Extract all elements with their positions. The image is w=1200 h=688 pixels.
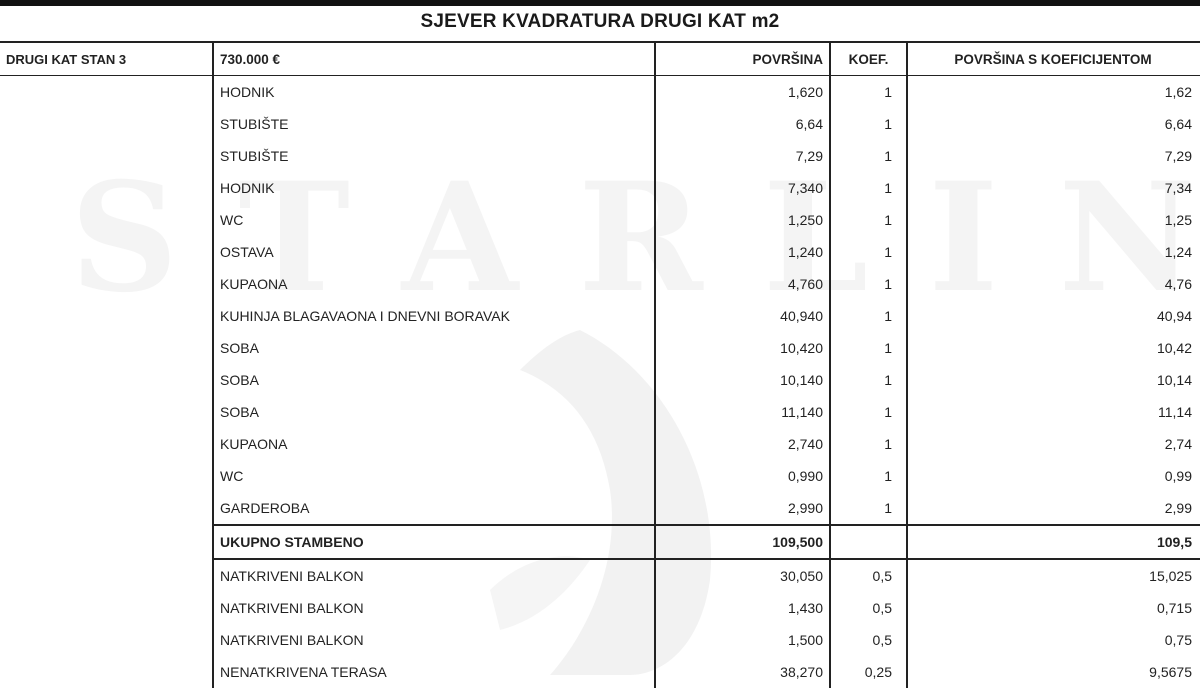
coef-cell: 1 bbox=[830, 364, 907, 396]
empty-cell bbox=[0, 592, 213, 624]
area-cell: 6,64 bbox=[655, 108, 830, 140]
area-coef-cell: 10,42 bbox=[1156, 340, 1192, 356]
coef-column-header: KOEF. bbox=[830, 42, 907, 76]
table-row bbox=[0, 364, 1200, 396]
empty-cell bbox=[0, 236, 213, 268]
area-coef-cell: 10,14 bbox=[1156, 372, 1192, 388]
area-cell: 11,140 bbox=[655, 396, 830, 428]
room-name-cell: WC bbox=[213, 204, 655, 236]
table-row bbox=[0, 492, 1200, 525]
room-name-cell: SOBA bbox=[213, 332, 655, 364]
room-name-cell: NATKRIVENI BALKON bbox=[213, 592, 655, 624]
total-row bbox=[0, 525, 1200, 559]
empty-cell bbox=[0, 268, 213, 300]
area-cell: 38,270 bbox=[655, 656, 830, 688]
room-name-cell: UKUPNO STAMBENO bbox=[213, 525, 655, 559]
price-label: 730.000 € bbox=[213, 42, 655, 76]
room-name-cell: GARDEROBA bbox=[213, 492, 655, 525]
coef-cell: 0,5 bbox=[830, 559, 907, 592]
area-column-header: POVRŠINA bbox=[655, 42, 830, 76]
coef-cell: 1 bbox=[830, 332, 907, 364]
area-cell: 1,430 bbox=[655, 592, 830, 624]
empty-cell bbox=[0, 428, 213, 460]
area-cell: 30,050 bbox=[655, 559, 830, 592]
empty-cell bbox=[0, 204, 213, 236]
table-row bbox=[0, 300, 1200, 332]
table-row bbox=[0, 204, 1200, 236]
area-coef-cell: 9,5675 bbox=[1149, 664, 1192, 680]
coef-cell: 1 bbox=[830, 300, 907, 332]
room-name-cell: OSTAVA bbox=[213, 236, 655, 268]
area-cell: 10,420 bbox=[655, 332, 830, 364]
room-name-cell: SOBA bbox=[213, 396, 655, 428]
empty-cell bbox=[0, 492, 213, 525]
empty-cell bbox=[0, 656, 213, 688]
room-name-cell: KUPAONA bbox=[213, 428, 655, 460]
area-coef-cell: 109,5 bbox=[907, 525, 1200, 559]
area-cell: 1,240 bbox=[655, 236, 830, 268]
table-row bbox=[0, 268, 1200, 300]
area-coef-cell: 7,34 bbox=[1164, 180, 1192, 196]
area-coef-cell: 1,25 bbox=[1164, 212, 1192, 228]
area-cell: 109,500 bbox=[655, 525, 830, 559]
coef-cell: 1 bbox=[830, 172, 907, 204]
area-cell: 1,500 bbox=[655, 624, 830, 656]
empty-cell bbox=[0, 364, 213, 396]
area-coef-cell: 1,62 bbox=[1164, 84, 1192, 100]
table-row bbox=[0, 460, 1200, 492]
table-row bbox=[0, 108, 1200, 140]
area-cell: 7,340 bbox=[655, 172, 830, 204]
coef-cell: 1 bbox=[830, 204, 907, 236]
coef-cell: 1 bbox=[830, 396, 907, 428]
room-name-cell: NATKRIVENI BALKON bbox=[213, 624, 655, 656]
room-name-cell: WC bbox=[213, 460, 655, 492]
area-table bbox=[0, 41, 1200, 688]
area-cell: 0,990 bbox=[655, 460, 830, 492]
empty-cell bbox=[0, 140, 213, 172]
coef-cell: 0,5 bbox=[830, 624, 907, 656]
coef-cell bbox=[830, 525, 907, 559]
table-row bbox=[0, 396, 1200, 428]
table-row bbox=[0, 332, 1200, 364]
table-row bbox=[0, 140, 1200, 172]
empty-cell bbox=[0, 559, 213, 592]
table-row bbox=[0, 236, 1200, 268]
coef-cell: 1 bbox=[830, 492, 907, 525]
empty-cell bbox=[0, 300, 213, 332]
area-coef-cell: 0,715 bbox=[1156, 600, 1192, 616]
coef-cell: 1 bbox=[830, 460, 907, 492]
table-row bbox=[0, 559, 1200, 592]
area-cell: 2,990 bbox=[655, 492, 830, 525]
room-name-cell: HODNIK bbox=[213, 172, 655, 204]
area-coef-cell: 2,74 bbox=[1164, 436, 1192, 452]
area-coef-cell: 40,94 bbox=[1156, 308, 1192, 324]
area-coef-column-header: POVRŠINA S KOEFICIJENTOM bbox=[907, 42, 1200, 76]
unit-label: DRUGI KAT STAN 3 bbox=[0, 42, 213, 76]
area-cell: 1,620 bbox=[655, 76, 830, 109]
table-row bbox=[0, 172, 1200, 204]
empty-cell bbox=[0, 76, 213, 109]
coef-cell: 1 bbox=[830, 140, 907, 172]
room-name-cell: KUHINJA BLAGAVAONA I DNEVNI BORAVAK bbox=[213, 300, 655, 332]
table-row bbox=[0, 428, 1200, 460]
coef-cell: 1 bbox=[830, 268, 907, 300]
empty-cell bbox=[0, 624, 213, 656]
coef-cell: 1 bbox=[830, 236, 907, 268]
empty-cell bbox=[0, 460, 213, 492]
table-row bbox=[0, 592, 1200, 624]
coef-cell: 0,25 bbox=[830, 656, 907, 688]
coef-cell: 1 bbox=[830, 76, 907, 109]
area-cell: 7,29 bbox=[655, 140, 830, 172]
area-coef-cell: 11,14 bbox=[1158, 404, 1192, 420]
area-coef-cell: 1,24 bbox=[1164, 244, 1192, 260]
empty-cell bbox=[0, 108, 213, 140]
area-cell: 2,740 bbox=[655, 428, 830, 460]
area-coef-cell: 7,29 bbox=[1164, 148, 1192, 164]
top-border bbox=[0, 0, 1200, 6]
room-name-cell: HODNIK bbox=[213, 76, 655, 109]
empty-cell bbox=[0, 332, 213, 364]
area-cell: 40,940 bbox=[655, 300, 830, 332]
empty-cell bbox=[0, 396, 213, 428]
area-coef-cell: 0,75 bbox=[1164, 632, 1192, 648]
area-coef-cell: 4,76 bbox=[1164, 276, 1192, 292]
room-name-cell: NENATKRIVENA TERASA bbox=[213, 656, 655, 688]
area-cell: 1,250 bbox=[655, 204, 830, 236]
area-cell: 10,140 bbox=[655, 364, 830, 396]
table-header-row bbox=[0, 42, 1200, 76]
area-cell: 4,760 bbox=[655, 268, 830, 300]
table-row bbox=[0, 656, 1200, 688]
area-coef-cell: 0,99 bbox=[1164, 468, 1192, 484]
empty-cell bbox=[0, 525, 213, 559]
document-title: SJEVER KVADRATURA DRUGI KAT m2 bbox=[420, 11, 780, 32]
coef-cell: 0,5 bbox=[830, 592, 907, 624]
room-name-cell: STUBIŠTE bbox=[213, 108, 655, 140]
room-name-cell: NATKRIVENI BALKON bbox=[213, 559, 655, 592]
area-coef-cell: 6,64 bbox=[1164, 116, 1192, 132]
room-name-cell: STUBIŠTE bbox=[213, 140, 655, 172]
area-coef-cell: 2,99 bbox=[1164, 500, 1192, 516]
coef-cell: 1 bbox=[830, 108, 907, 140]
table-row bbox=[0, 624, 1200, 656]
area-coef-cell: 15,025 bbox=[1149, 568, 1192, 584]
table-row bbox=[0, 76, 1200, 109]
empty-cell bbox=[0, 172, 213, 204]
room-name-cell: KUPAONA bbox=[213, 268, 655, 300]
coef-cell: 1 bbox=[830, 428, 907, 460]
room-name-cell: SOBA bbox=[213, 364, 655, 396]
